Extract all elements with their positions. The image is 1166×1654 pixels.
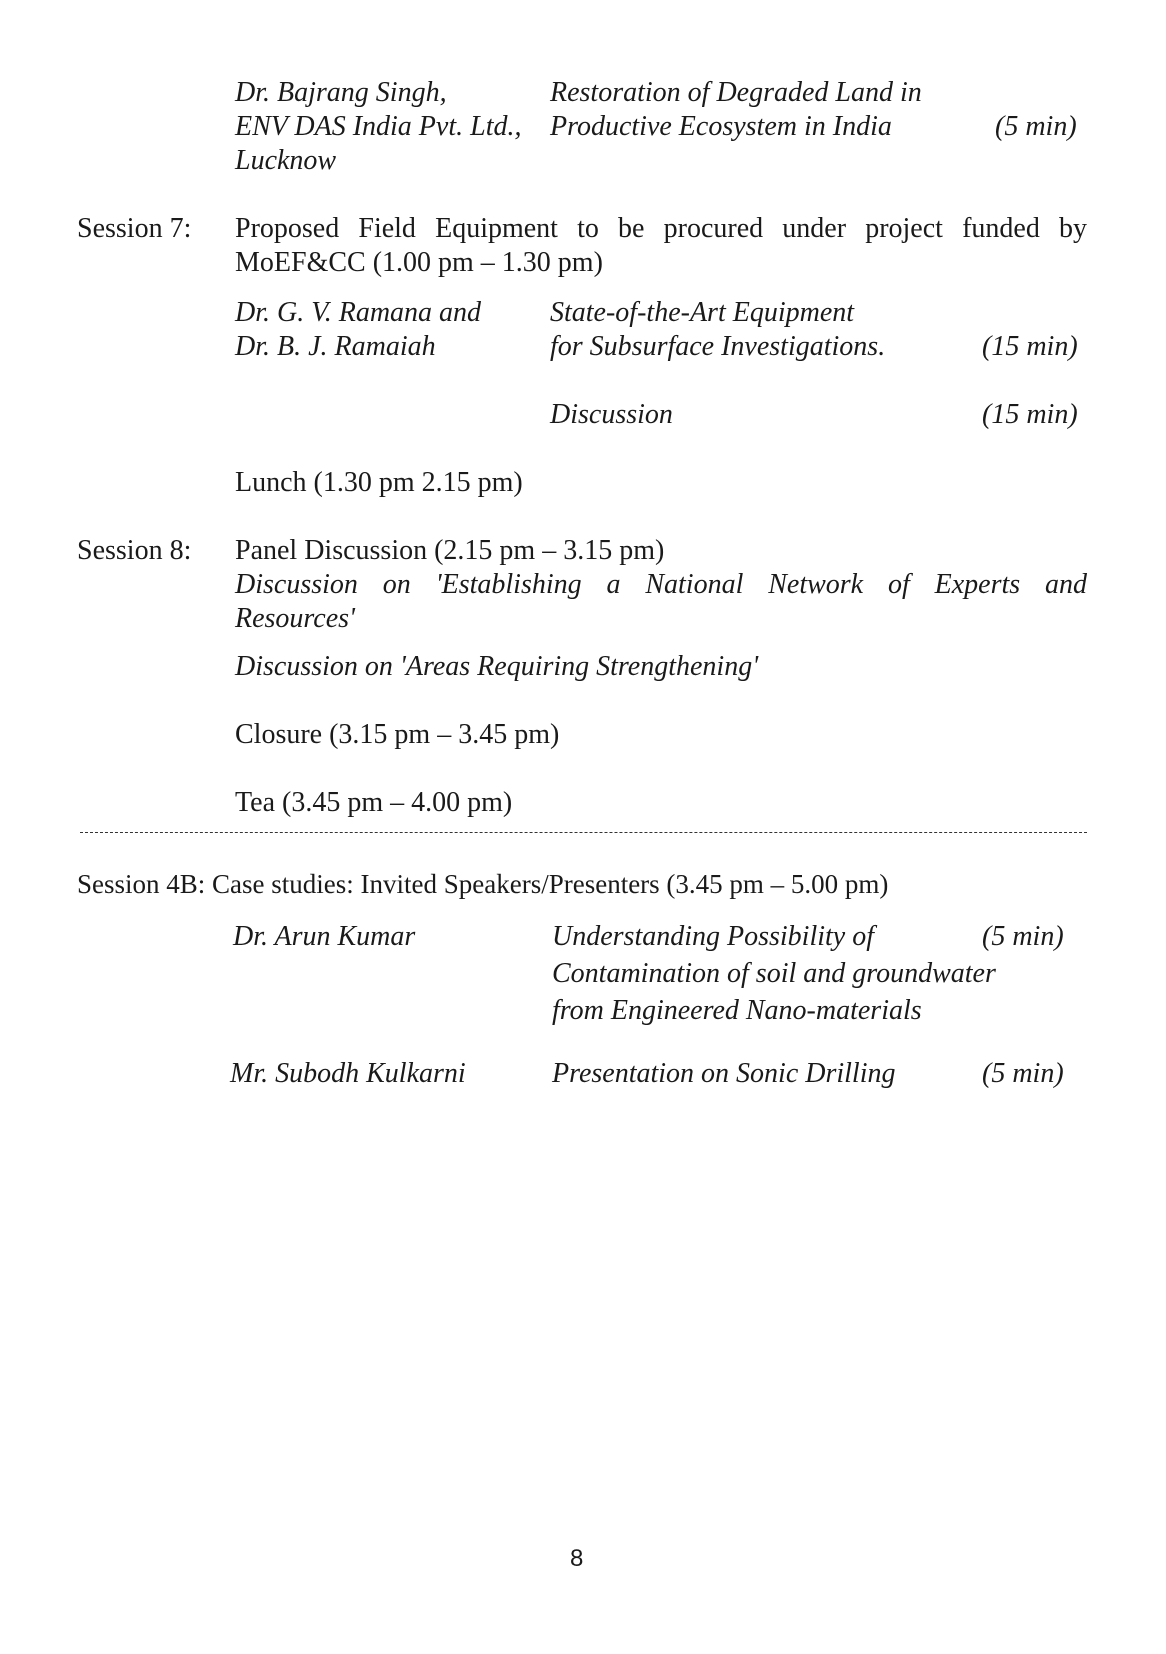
speaker-name: Dr. B. J. Ramaiah: [235, 331, 436, 362]
talk-duration: (5 min): [982, 1058, 1064, 1089]
talk-title-line: State-of-the-Art Equipment: [550, 297, 855, 328]
tea-break: Tea (3.45 pm – 4.00 pm): [235, 787, 513, 818]
session-label: Session 7:: [77, 213, 192, 244]
lunch-break: Lunch (1.30 pm 2.15 pm): [235, 467, 523, 498]
talk-title-line: Understanding Possibility of: [552, 921, 874, 952]
talk-duration: (5 min): [982, 921, 1064, 952]
talk-title-line: Restoration of Degraded Land in: [550, 77, 922, 108]
discussion-label: Discussion: [550, 399, 673, 430]
discussion-topic: Discussion on 'Establishing a National Network of Experts and: [235, 569, 1087, 600]
session-heading: Session 4B: Case studies: Invited Speakers/Presenters (3.45 pm – 5.00 pm): [77, 869, 889, 899]
talk-duration: (15 min): [982, 331, 1078, 362]
discussion-duration: (15 min): [982, 399, 1078, 430]
page-number: 8: [570, 1545, 584, 1572]
dashed-divider: [80, 832, 1087, 833]
speaker-name: Mr. Subodh Kulkarni: [230, 1058, 466, 1089]
speaker-name: Dr. Bajrang Singh,: [235, 77, 447, 108]
session-heading: Proposed Field Equipment to be procured under project funded by: [235, 213, 1087, 244]
talk-title-line: for Subsurface Investigations.: [550, 331, 886, 362]
discussion-topic: Discussion on 'Areas Requiring Strengthening': [235, 651, 759, 682]
discussion-topic-line2: Resources': [235, 603, 356, 634]
speaker-name: Dr. G. V. Ramana and: [235, 297, 482, 328]
session-label: Session 8:: [77, 535, 192, 566]
speaker-name: Dr. Arun Kumar: [233, 921, 416, 952]
talk-title-line: Presentation on Sonic Drilling: [552, 1058, 896, 1089]
talk-title-line: Contamination of soil and groundwater: [552, 958, 996, 989]
talk-title-line: from Engineered Nano-materials: [552, 995, 922, 1026]
talk-duration: (5 min): [995, 111, 1077, 142]
closure: Closure (3.15 pm – 3.45 pm): [235, 719, 560, 750]
session-heading-line2: MoEF&CC (1.00 pm – 1.30 pm): [235, 247, 603, 278]
speaker-affiliation: ENV DAS India Pvt. Ltd.,: [235, 111, 522, 142]
talk-title-line: Productive Ecosystem in India: [550, 111, 892, 142]
speaker-location: Lucknow: [235, 145, 337, 176]
session-heading: Panel Discussion (2.15 pm – 3.15 pm): [235, 535, 665, 566]
